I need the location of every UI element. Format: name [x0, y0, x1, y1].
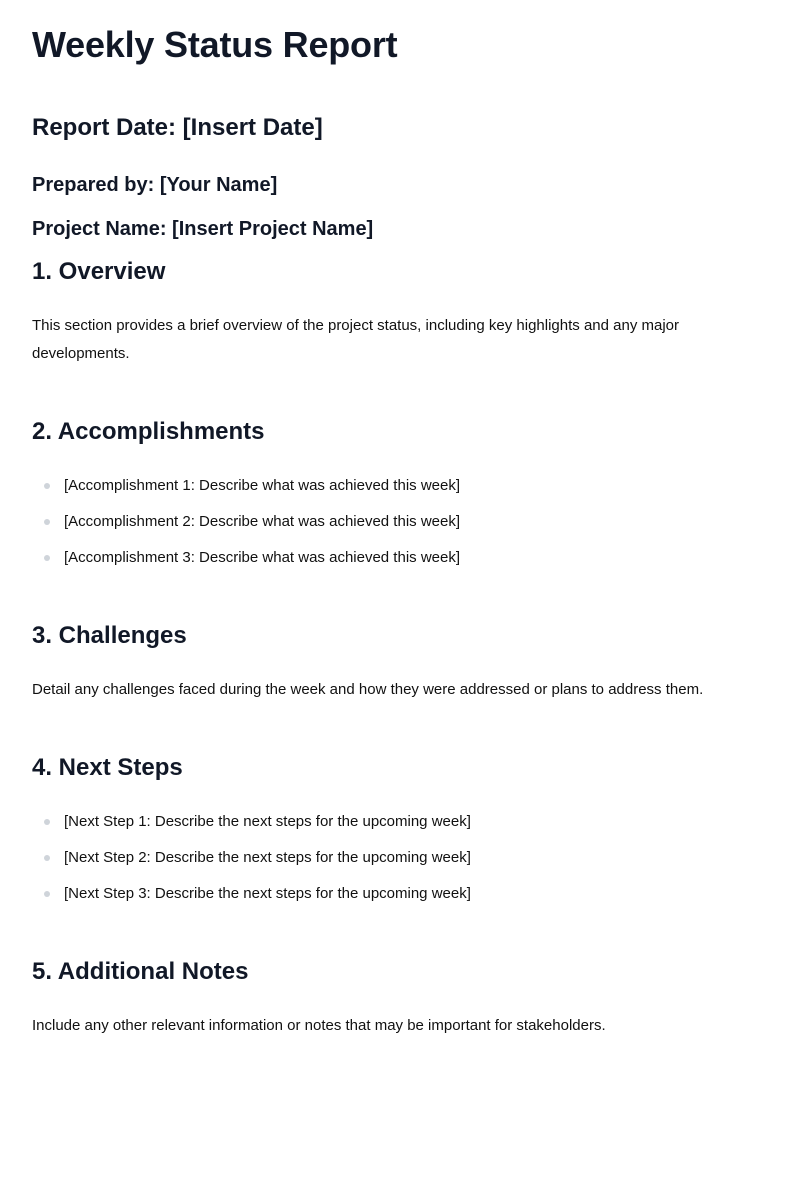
accomplishments-heading: 2. Accomplishments	[32, 418, 265, 445]
accomplishment-text: [Accomplishment 1: Describe what was achieved this week]	[64, 477, 461, 494]
list-item	[32, 468, 460, 504]
list-item	[32, 804, 471, 840]
next-step-text: [Next Step 2: Describe the next steps for the upcoming week]	[64, 849, 471, 866]
overview-heading: 1. Overview	[32, 258, 166, 285]
bullet-icon	[44, 891, 50, 897]
next-step-text: [Next Step 3: Describe the next steps for the upcoming week]	[64, 885, 471, 902]
accomplishments-list	[32, 468, 460, 576]
overview-text: This section provides a brief overview of the project status, including key highlights and any major developments.	[32, 317, 679, 362]
additional-notes-text: Include any other relevant information or notes that may be important for stakeholders.	[32, 1017, 606, 1034]
list-item	[32, 840, 471, 876]
challenges-heading: 3. Challenges	[32, 622, 187, 649]
list-item	[32, 876, 471, 912]
next-steps-heading: 4. Next Steps	[32, 754, 183, 781]
bullet-icon	[44, 819, 50, 825]
next-step-text: [Next Step 1: Describe the next steps for the upcoming week]	[64, 813, 471, 830]
prepared-by: Prepared by: [Your Name]	[32, 174, 278, 196]
accomplishment-text: [Accomplishment 3: Describe what was achieved this week]	[64, 549, 461, 566]
bullet-icon	[44, 519, 50, 525]
list-item	[32, 504, 460, 540]
project-name: Project Name: [Insert Project Name]	[32, 218, 374, 240]
bullet-icon	[44, 555, 50, 561]
next-steps-list	[32, 804, 471, 912]
accomplishment-text: [Accomplishment 2: Describe what was achieved this week]	[64, 513, 461, 530]
additional-notes-heading: 5. Additional Notes	[32, 958, 249, 985]
list-item	[32, 540, 460, 576]
challenges-text: Detail any challenges faced during the week and how they were addressed or plans to address them.	[32, 681, 704, 698]
document-title: Weekly Status Report	[32, 24, 398, 65]
bullet-icon	[44, 483, 50, 489]
report-date: Report Date: [Insert Date]	[32, 114, 323, 141]
bullet-icon	[44, 855, 50, 861]
